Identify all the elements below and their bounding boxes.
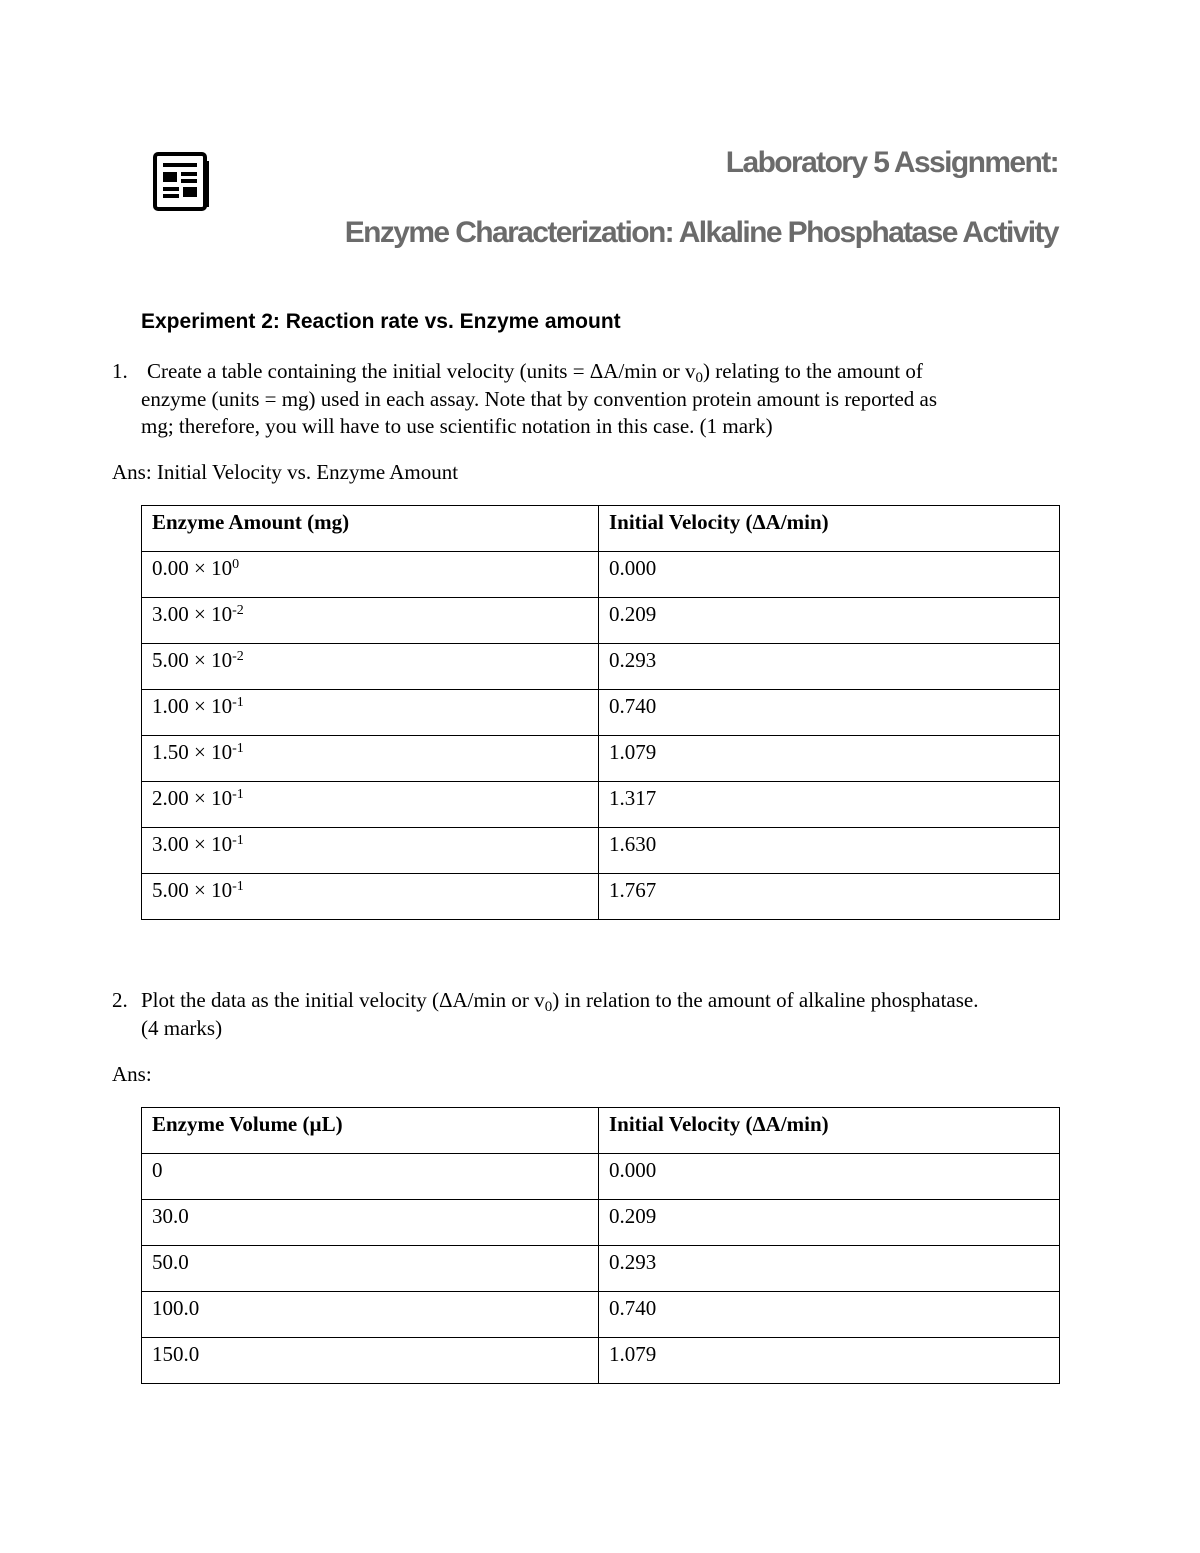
initial-velocity-cell: 1.079 (599, 1338, 1060, 1384)
initial-velocity-cell: 1.317 (599, 782, 1060, 828)
table-row (142, 598, 1060, 644)
initial-velocity-cell: 0.209 (599, 1200, 1060, 1246)
amount-mantissa: 0.00 × 10 (152, 556, 233, 580)
enzyme-volume-cell: 50.0 (142, 1246, 599, 1292)
initial-velocity-cell: 0.293 (599, 644, 1060, 690)
answer-label: Ans: (112, 1062, 152, 1086)
assignment-subtitle: Enzyme Characterization: Alkaline Phosphatase Activity (344, 216, 1058, 249)
amount-exponent: -2 (232, 603, 244, 618)
question-line (141, 358, 1058, 386)
amount-exponent: 0 (232, 557, 240, 572)
enzyme-volume-cell: 150.0 (142, 1338, 599, 1384)
initial-velocity-cell: 0.293 (599, 1246, 1060, 1292)
table-row (142, 874, 1060, 920)
document-icon (152, 152, 212, 212)
amount-mantissa: 1.50 × 10 (152, 740, 233, 764)
amount-mantissa: 5.00 × 10 (152, 878, 233, 902)
enzyme-amount-cell (142, 644, 599, 690)
question-number: 1. (112, 359, 128, 383)
column-header: Initial Velocity (ΔA/min) (599, 1108, 1060, 1154)
enzyme-volume-cell: 30.0 (142, 1200, 599, 1246)
initial-velocity-cell: 0.209 (599, 598, 1060, 644)
enzyme-amount-cell (142, 552, 599, 598)
enzyme-amount-cell (142, 690, 599, 736)
question-text (141, 987, 1058, 1042)
amount-mantissa: 1.00 × 10 (152, 694, 233, 718)
amount-exponent: -2 (232, 649, 244, 664)
question-1 (112, 358, 1058, 441)
enzyme-volume-cell: 0 (142, 1154, 599, 1200)
amount-exponent: -1 (232, 833, 244, 848)
table-row (142, 782, 1060, 828)
table-row (142, 1292, 1060, 1338)
question-text-part: Plot the data as the initial velocity (ΔA/min or v (141, 988, 545, 1012)
enzyme-amount-cell (142, 736, 599, 782)
enzyme-amount-cell (142, 874, 599, 920)
enzyme-volume-table (141, 1107, 1060, 1384)
enzyme-amount-cell (142, 782, 599, 828)
amount-mantissa: 3.00 × 10 (152, 832, 233, 856)
question-text-part: Create a table containing the initial velocity (units = ΔA/min or v (147, 359, 696, 383)
answer-label: Ans: Initial Velocity vs. Enzyme Amount (112, 460, 459, 484)
question-text (141, 358, 1058, 441)
question-line: enzyme (units = mg) used in each assay. Note that by convention protein amount is reported as (141, 386, 938, 411)
column-header: Initial Velocity (ΔA/min) (599, 506, 1060, 552)
table-row (142, 690, 1060, 736)
assignment-title: Laboratory 5 Assignment: (725, 146, 1058, 179)
experiment-heading: Experiment 2: Reaction rate vs. Enzyme amount (141, 310, 621, 333)
table-row (142, 1200, 1060, 1246)
initial-velocity-cell: 0.740 (599, 1292, 1060, 1338)
enzyme-amount-table (141, 505, 1060, 920)
amount-mantissa: 2.00 × 10 (152, 786, 233, 810)
question-text-part: ) in relation to the amount of alkaline phosphatase. (552, 988, 979, 1012)
table-row (142, 828, 1060, 874)
enzyme-amount-cell (142, 828, 599, 874)
initial-velocity-cell: 0.740 (599, 690, 1060, 736)
initial-velocity-cell: 1.079 (599, 736, 1060, 782)
table-header-row (142, 1108, 1060, 1154)
table-row (142, 644, 1060, 690)
initial-velocity-cell: 0.000 (599, 1154, 1060, 1200)
table-row (142, 1338, 1060, 1384)
column-header: Enzyme Amount (mg) (142, 506, 599, 552)
table-row (142, 1246, 1060, 1292)
subscript: 0 (544, 999, 553, 1015)
amount-exponent: -1 (232, 741, 244, 756)
initial-velocity-cell: 1.630 (599, 828, 1060, 874)
amount-mantissa: 3.00 × 10 (152, 602, 233, 626)
amount-mantissa: 5.00 × 10 (152, 648, 233, 672)
initial-velocity-cell: 0.000 (599, 552, 1060, 598)
subscript: 0 (695, 370, 703, 386)
amount-exponent: -1 (232, 695, 244, 710)
amount-exponent: -1 (232, 787, 244, 802)
question-number: 2. (112, 988, 128, 1012)
question-line: mg; therefore, you will have to use scientific notation in this case. (1 mark) (141, 414, 773, 438)
table-body (142, 552, 1060, 920)
enzyme-volume-cell: 100.0 (142, 1292, 599, 1338)
table-body (142, 1154, 1060, 1384)
question-2 (112, 987, 1058, 1042)
column-header: Enzyme Volume (µL) (142, 1108, 599, 1154)
question-line: (4 marks) (141, 1015, 223, 1040)
question-line (141, 987, 1058, 1015)
table-row (142, 736, 1060, 782)
question-text-part: ) relating to the amount of (702, 359, 923, 383)
table-header-row (142, 506, 1060, 552)
table-row (142, 552, 1060, 598)
amount-exponent: -1 (232, 879, 244, 894)
initial-velocity-cell: 1.767 (599, 874, 1060, 920)
table-row (142, 1154, 1060, 1200)
enzyme-amount-cell (142, 598, 599, 644)
